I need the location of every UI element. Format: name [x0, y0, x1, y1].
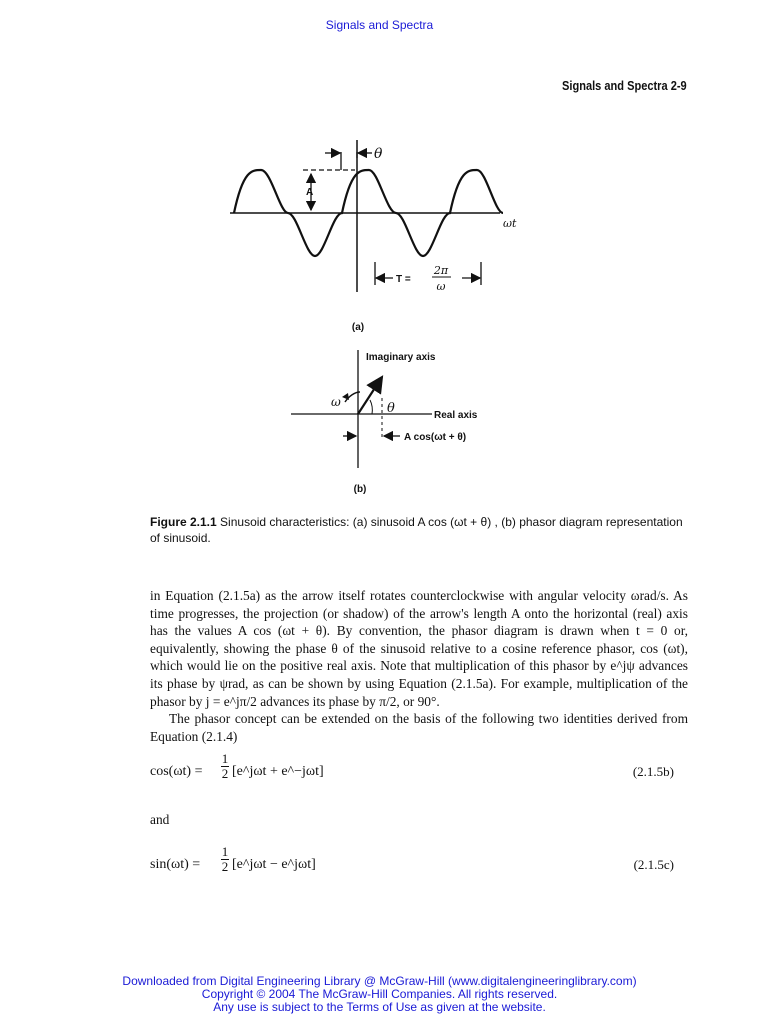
equation-number: (2.1.5c) [633, 857, 674, 872]
period-label-T: T = [396, 274, 411, 285]
running-head: Signals and Spectra 2-9 [562, 78, 687, 93]
caption-text: Sinusoid characteristics: (a) sinusoid A cos (ωt + θ) , (b) phasor diagram representation of sinusoid. [150, 515, 683, 545]
body-text [150, 587, 688, 745]
period-denominator: ω [436, 280, 446, 293]
equation-number: (2.1.5b) [632, 764, 674, 779]
phasor-arrow [358, 377, 382, 414]
top-link[interactable]: Signals and Spectra [325, 18, 434, 32]
footer-line-1[interactable]: Downloaded from Digital Engineering Library @ McGraw-Hill (www.digitalengineeringlibrary.com) [122, 974, 637, 988]
real-axis-label: Real axis [434, 410, 478, 421]
amplitude-label: A [306, 187, 314, 198]
equation-lhs: sin(ωt) = [150, 857, 201, 872]
theta-label-a: θ [374, 146, 383, 162]
figure-2-1-1 [0, 0, 759, 510]
paragraph-1: in Equation (2.1.5a) as the arrow itself rotates counterclockwise with angular velocity ωrad/s. As time progresses, the projection (or shadow) of the arrow's length A onto the horizontal (real) axis has the values A cos (ωt + θ). By convention, the phasor diagram is drawn when t = 0 or, equivalently, showing the phase θ of the sinusoid relative to a cosine reference phasor, cos (ωt), which would lie on the positive real axis. Note that multiplication of this phasor by e^jψ advances its phase by ψrad, as can be shown by using Equation (2.1.5a). For example, multiplication of the phasor by j = e^jπ/2 advances its phase by π/2, or 90°. [150, 588, 688, 709]
paragraph-2: The phasor concept can be extended on the basis of the following two identities derived from Equation (2.1.4) [150, 711, 688, 744]
equation-lhs: cos(ωt) = [150, 764, 203, 779]
footer-line-2[interactable]: Copyright © 2004 The McGraw-Hill Companies. All rights reserved. [201, 987, 558, 1001]
equation-2-1-5b [150, 752, 688, 792]
equation-fraction: 1 2 [221, 751, 229, 781]
phasor-diagram [291, 350, 478, 495]
caption-label: Figure 2.1.1 [150, 515, 217, 529]
sublabel-a: (a) [351, 322, 365, 333]
sublabel-b: (b) [353, 484, 367, 495]
omega-label: ω [331, 395, 341, 409]
equation-rhs: [e^jωt + e^−jωt] [232, 764, 324, 779]
figure-caption [150, 514, 695, 546]
imaginary-axis-label: Imaginary axis [366, 352, 436, 363]
period-numerator: 2π [433, 264, 449, 277]
wt-axis-label: ωt [503, 217, 517, 230]
sinusoid-plot [230, 140, 517, 333]
footer [0, 975, 759, 1014]
footer-line-3[interactable]: Any use is subject to the Terms of Use as given at the website. [213, 1000, 546, 1014]
equation-fraction: 1 2 [221, 844, 229, 874]
projection-label: A cos(ωt + θ) [404, 432, 467, 443]
and-word: and [150, 812, 170, 827]
equation-rhs: [e^jωt − e^jωt] [232, 857, 316, 872]
theta-label-b: θ [387, 401, 395, 416]
equation-2-1-5c [150, 845, 688, 885]
